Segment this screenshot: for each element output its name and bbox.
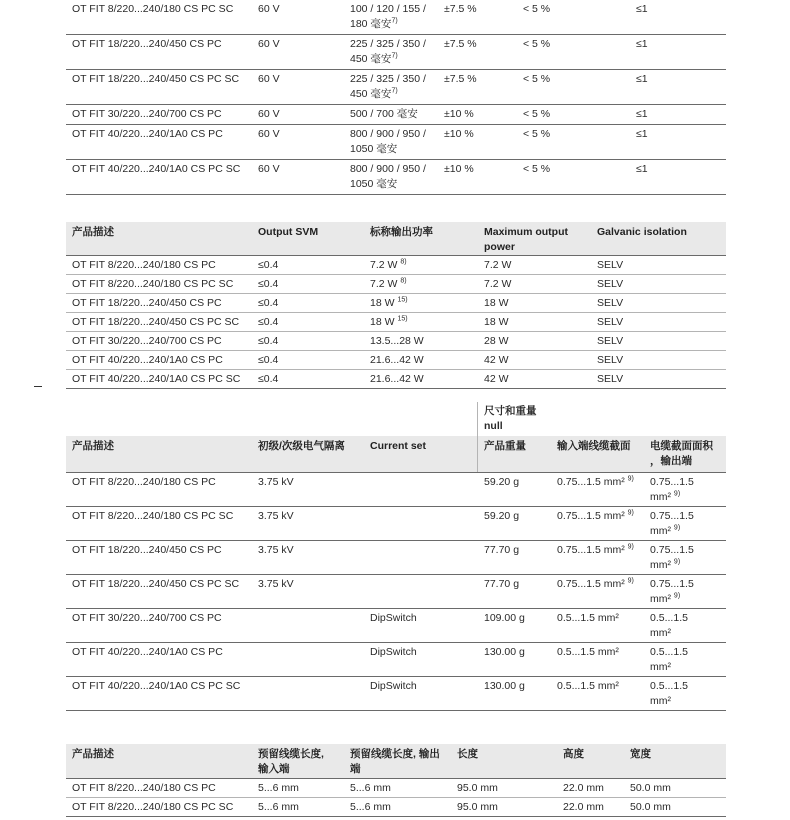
current-tolerance: ±10 % <box>444 108 474 120</box>
margin-dash <box>34 386 42 387</box>
flicker: ≤1 <box>636 108 648 120</box>
footnote-ref: 7) <box>391 17 398 25</box>
current-set: DipSwitch <box>370 646 417 658</box>
flicker: ≤1 <box>636 128 648 140</box>
current-line-1: 225 / 325 / 350 / <box>350 38 426 50</box>
table-row <box>66 160 726 195</box>
table-row <box>66 779 726 798</box>
product-name: OT FIT 30/220...240/700 CS PC <box>72 335 222 347</box>
max-power: 28 W <box>484 335 509 347</box>
current-line-2: 1050 毫安 <box>350 178 398 190</box>
footnote-ref: 8) <box>400 277 407 285</box>
current-tolerance: ±7.5 % <box>444 38 477 50</box>
table-row <box>66 256 726 275</box>
current-line-2: 450 毫安 <box>350 88 392 100</box>
table-row <box>66 609 726 643</box>
table-row <box>66 370 726 389</box>
input-cross-section <box>557 577 634 592</box>
rated-power <box>370 334 424 349</box>
group-header-row <box>66 402 726 436</box>
rated-power <box>370 315 408 330</box>
table-row <box>66 541 726 575</box>
header-strip-input: 预留线缆长度, 输入端 <box>258 748 324 775</box>
output-cross-value: 0.75...1.5 <box>650 476 694 488</box>
output-current <box>350 37 426 67</box>
product-name: OT FIT 18/220...240/450 CS PC SC <box>72 316 240 328</box>
input-cross-value: 0.5...1.5 mm² <box>557 680 619 692</box>
flicker: ≤1 <box>636 38 648 50</box>
product-name: OT FIT 8/220...240/180 CS PC <box>72 259 216 271</box>
table-row <box>66 473 726 507</box>
output-current <box>350 127 426 157</box>
output-voltage: 60 V <box>258 38 280 50</box>
input-cross-value: 0.75...1.5 mm² <box>557 578 625 590</box>
max-power: 42 W <box>484 373 509 385</box>
width: 50.0 mm <box>630 801 671 813</box>
current-line-1: 800 / 900 / 950 / <box>350 163 426 175</box>
input-cross-value: 0.5...1.5 mm² <box>557 646 619 658</box>
output-voltage: 60 V <box>258 108 280 120</box>
product-name: OT FIT 18/220...240/450 CS PC SC <box>72 73 240 85</box>
footnote-ref: 9) <box>627 543 634 551</box>
header-product: 产品描述 <box>72 226 114 238</box>
footnote-ref: 9) <box>673 524 681 532</box>
header-current-set: Current set <box>370 440 427 452</box>
strip-output: 5...6 mm <box>350 801 391 813</box>
output-svm: ≤0.4 <box>258 259 279 271</box>
input-cross-section <box>557 543 634 558</box>
rated-power <box>370 258 407 273</box>
table-row <box>66 332 726 351</box>
header-galvanic-isolation: Galvanic isolation <box>597 226 687 238</box>
weight: 59.20 g <box>484 476 520 488</box>
footnote-ref: 9) <box>673 592 681 600</box>
input-cross-section <box>557 509 634 524</box>
input-cross-value: 0.75...1.5 mm² <box>557 544 625 556</box>
product-name: OT FIT 18/220...240/450 CS PC <box>72 38 222 50</box>
current-tolerance: ±10 % <box>444 128 474 140</box>
table-dimensions-weight <box>66 402 726 711</box>
current-set: DipSwitch <box>370 680 417 692</box>
header-weight: 产品重量 <box>484 440 526 452</box>
footnote-ref: 9) <box>627 475 634 483</box>
galvanic-isolation: SELV <box>597 354 624 366</box>
output-voltage: 60 V <box>258 128 280 140</box>
current-line-2: 450 毫安 <box>350 53 392 65</box>
footnote-ref: 9) <box>627 577 634 585</box>
output-current <box>350 107 418 122</box>
table-row <box>66 275 726 294</box>
strip-output: 5...6 mm <box>350 782 391 794</box>
galvanic-isolation: SELV <box>597 335 624 347</box>
output-voltage: 60 V <box>258 73 280 85</box>
rated-power-value: 21.6...42 W <box>370 354 424 366</box>
output-cross-value: 0.5...1.5 <box>650 646 688 658</box>
length: 95.0 mm <box>457 801 498 813</box>
table-row <box>66 575 726 609</box>
output-current <box>350 72 426 102</box>
output-svm: ≤0.4 <box>258 335 279 347</box>
product-name: OT FIT 30/220...240/700 CS PC <box>72 612 222 624</box>
weight: 130.00 g <box>484 680 525 692</box>
output-cross-section <box>650 679 688 709</box>
table-output-current <box>66 0 726 195</box>
product-name: OT FIT 40/220...240/1A0 CS PC <box>72 128 223 140</box>
footnote-ref: 7) <box>391 87 398 95</box>
max-power: 42 W <box>484 354 509 366</box>
header-isolation: 初级/次级电气隔离 <box>258 440 345 452</box>
rated-power <box>370 353 424 368</box>
product-name: OT FIT 8/220...240/180 CS PC SC <box>72 510 234 522</box>
footnote-ref: 8) <box>400 258 407 266</box>
max-power: 18 W <box>484 316 509 328</box>
rated-power-value: 21.6...42 W <box>370 373 424 385</box>
input-cross-section <box>557 645 619 660</box>
header-output-cross-section: 电缆截面面积 ，输出端 <box>650 440 713 467</box>
isolation: 3.75 kV <box>258 578 294 590</box>
output-cross-unit: mm² <box>650 661 671 673</box>
table-header-row <box>66 744 726 779</box>
rated-power <box>370 372 424 387</box>
product-name: OT FIT 8/220...240/180 CS PC <box>72 782 216 794</box>
table-row <box>66 70 726 105</box>
output-cross-value: 0.75...1.5 <box>650 578 694 590</box>
output-cross-value: 0.5...1.5 <box>650 680 688 692</box>
footnote-ref: 15) <box>397 315 408 323</box>
current-tolerance: ±10 % <box>444 163 474 175</box>
product-name: OT FIT 40/220...240/1A0 CS PC <box>72 646 223 658</box>
table-header-row <box>66 436 726 473</box>
output-cross-section <box>650 509 694 539</box>
current-tolerance: ±7.5 % <box>444 73 477 85</box>
footnote-ref: 9) <box>673 490 681 498</box>
height: 22.0 mm <box>563 801 604 813</box>
output-svm: ≤0.4 <box>258 278 279 290</box>
table-row <box>66 125 726 160</box>
galvanic-isolation: SELV <box>597 259 624 271</box>
length: 95.0 mm <box>457 782 498 794</box>
footnote-ref: 9) <box>627 509 634 517</box>
rated-power <box>370 277 407 292</box>
width: 50.0 mm <box>630 782 671 794</box>
table-row <box>66 677 726 711</box>
table-row <box>66 105 726 125</box>
header-height: 高度 <box>563 748 584 760</box>
output-cross-section <box>650 475 694 505</box>
height: 22.0 mm <box>563 782 604 794</box>
table-strip-length <box>66 744 726 817</box>
max-power: 18 W <box>484 297 509 309</box>
flicker: ≤1 <box>636 73 648 85</box>
ripple: < 5 % <box>523 163 551 175</box>
product-name: OT FIT 8/220...240/180 CS PC SC <box>72 278 234 290</box>
weight: 109.00 g <box>484 612 525 624</box>
weight: 77.70 g <box>484 544 520 556</box>
ripple: < 5 % <box>523 3 551 15</box>
input-cross-section <box>557 475 634 490</box>
output-svm: ≤0.4 <box>258 373 279 385</box>
product-name: OT FIT 40/220...240/1A0 CS PC SC <box>72 373 241 385</box>
rated-power-value: 7.2 W <box>370 278 398 290</box>
footnote-ref: 9) <box>673 558 681 566</box>
rated-power-value: 18 W <box>370 297 395 309</box>
table-row <box>66 0 726 35</box>
output-svm: ≤0.4 <box>258 297 279 309</box>
input-cross-value: 0.75...1.5 mm² <box>557 510 625 522</box>
table-output-power <box>66 222 726 389</box>
output-cross-unit: mm² <box>650 491 671 503</box>
current-line-1: 100 / 120 / 155 / <box>350 3 426 15</box>
isolation: 3.75 kV <box>258 476 294 488</box>
output-current <box>350 162 426 192</box>
product-name: OT FIT 40/220...240/1A0 CS PC SC <box>72 163 241 175</box>
current-line-2: 180 毫安 <box>350 18 392 30</box>
input-cross-section <box>557 679 619 694</box>
header-length: 长度 <box>457 748 478 760</box>
output-svm: ≤0.4 <box>258 354 279 366</box>
output-svm: ≤0.4 <box>258 316 279 328</box>
weight: 77.70 g <box>484 578 520 590</box>
header-rated-power: 标称输出功率 <box>370 226 433 238</box>
header-width: 宽度 <box>630 748 651 760</box>
galvanic-isolation: SELV <box>597 373 624 385</box>
table-header-row <box>66 222 726 256</box>
current-set: DipSwitch <box>370 612 417 624</box>
weight: 59.20 g <box>484 510 520 522</box>
header-input-cross-section: 输入端线缆截面 <box>557 440 631 452</box>
galvanic-isolation: SELV <box>597 297 624 309</box>
group-label: 尺寸和重量 null <box>484 405 537 432</box>
footnote-ref: 7) <box>391 52 398 60</box>
rated-power <box>370 296 408 311</box>
header-product: 产品描述 <box>72 748 114 760</box>
header-max-power: Maximum output power <box>484 226 568 253</box>
output-cross-unit: mm² <box>650 593 671 605</box>
table-row <box>66 35 726 70</box>
max-power: 7.2 W <box>484 278 512 290</box>
output-voltage: 60 V <box>258 163 280 175</box>
isolation: 3.75 kV <box>258 510 294 522</box>
strip-input: 5...6 mm <box>258 801 299 813</box>
table-row <box>66 313 726 332</box>
product-name: OT FIT 18/220...240/450 CS PC SC <box>72 578 240 590</box>
rated-power-value: 18 W <box>370 316 395 328</box>
output-cross-value: 0.75...1.5 <box>650 510 694 522</box>
header-strip-output: 预留线缆长度, 输出 端 <box>350 748 440 775</box>
output-cross-value: 0.5...1.5 <box>650 612 688 624</box>
strip-input: 5...6 mm <box>258 782 299 794</box>
output-cross-section <box>650 577 694 607</box>
current-line-1: 500 / 700 毫安 <box>350 108 418 120</box>
table-row <box>66 643 726 677</box>
current-line-2: 1050 毫安 <box>350 143 398 155</box>
table-row <box>66 351 726 370</box>
rated-power-value: 7.2 W <box>370 259 398 271</box>
input-cross-section <box>557 611 619 626</box>
galvanic-isolation: SELV <box>597 316 624 328</box>
max-power: 7.2 W <box>484 259 512 271</box>
product-name: OT FIT 18/220...240/450 CS PC <box>72 544 222 556</box>
header-output-svm: Output SVM <box>258 226 319 238</box>
current-line-1: 800 / 900 / 950 / <box>350 128 426 140</box>
input-cross-value: 0.5...1.5 mm² <box>557 612 619 624</box>
table-row <box>66 507 726 541</box>
isolation: 3.75 kV <box>258 544 294 556</box>
current-line-1: 225 / 325 / 350 / <box>350 73 426 85</box>
output-cross-section <box>650 543 694 573</box>
product-name: OT FIT 18/220...240/450 CS PC <box>72 297 222 309</box>
ripple: < 5 % <box>523 108 551 120</box>
output-cross-value: 0.75...1.5 <box>650 544 694 556</box>
product-name: OT FIT 8/220...240/180 CS PC SC <box>72 3 234 15</box>
table-row <box>66 294 726 313</box>
product-name: OT FIT 40/220...240/1A0 CS PC <box>72 354 223 366</box>
output-cross-unit: mm² <box>650 627 671 639</box>
product-name: OT FIT 40/220...240/1A0 CS PC SC <box>72 680 241 692</box>
output-voltage: 60 V <box>258 3 280 15</box>
galvanic-isolation: SELV <box>597 278 624 290</box>
rated-power-value: 13.5...28 W <box>370 335 424 347</box>
flicker: ≤1 <box>636 3 648 15</box>
output-cross-section <box>650 645 688 675</box>
input-cross-value: 0.75...1.5 mm² <box>557 476 625 488</box>
product-name: OT FIT 8/220...240/180 CS PC SC <box>72 801 234 813</box>
flicker: ≤1 <box>636 163 648 175</box>
output-current <box>350 2 426 32</box>
ripple: < 5 % <box>523 128 551 140</box>
column-separator <box>477 402 478 472</box>
header-product: 产品描述 <box>72 440 114 452</box>
output-cross-unit: mm² <box>650 559 671 571</box>
table-row <box>66 798 726 817</box>
current-tolerance: ±7.5 % <box>444 3 477 15</box>
product-name: OT FIT 30/220...240/700 CS PC <box>72 108 222 120</box>
ripple: < 5 % <box>523 38 551 50</box>
output-cross-unit: mm² <box>650 525 671 537</box>
output-cross-unit: mm² <box>650 695 671 707</box>
output-cross-section <box>650 611 688 641</box>
product-name: OT FIT 8/220...240/180 CS PC <box>72 476 216 488</box>
weight: 130.00 g <box>484 646 525 658</box>
ripple: < 5 % <box>523 73 551 85</box>
footnote-ref: 15) <box>397 296 408 304</box>
